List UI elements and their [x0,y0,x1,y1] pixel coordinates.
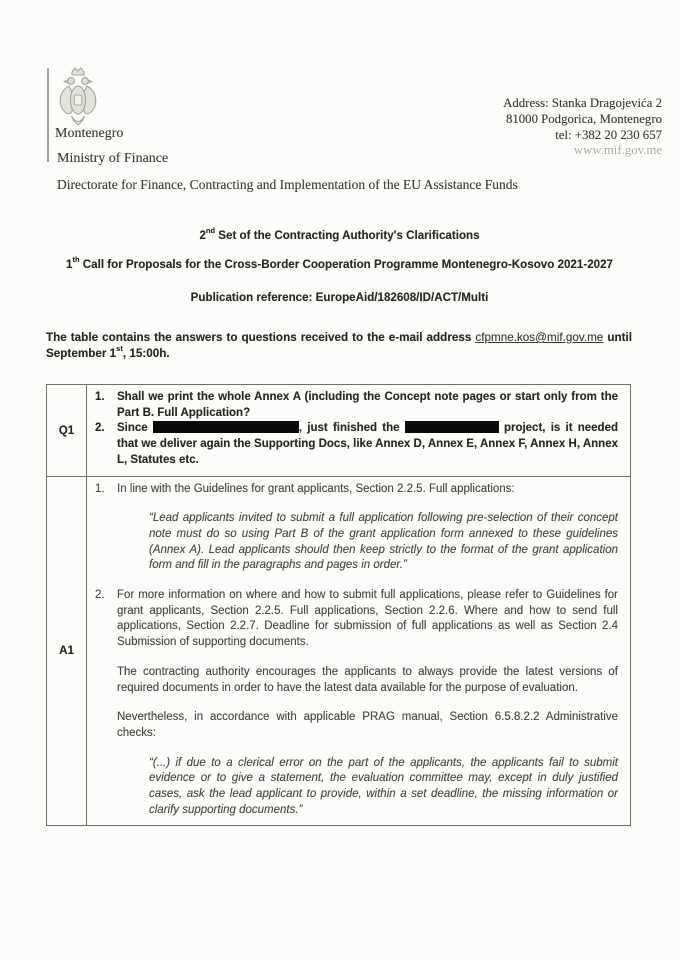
website-link[interactable]: www.mif.gov.me [573,143,662,158]
answer-label: A1 [47,477,87,826]
title-ordinal-suffix: th [72,255,80,265]
title-number: 1 [66,258,73,271]
quoted-guideline-text: “Lead applicants invited to submit a full application following pre-selection of their concept note must do so using Part B of the grant application form annexed to these guidelines (Annex A). Lead applicants should then keep strictly to the format of the grant application form and fill in the paragraphs and pages in order.” [149,512,618,572]
question-text-fragment: , just finished the [298,422,405,435]
ordinal-suffix: st [116,344,123,354]
answer-content [87,477,630,826]
question-label: Q1 [47,385,87,476]
call-for-proposals-title [0,255,679,271]
redaction-bar [405,421,499,433]
qa-table [46,384,631,826]
intro-text: The table contains the answers to questions received to the e-mail address [46,331,476,344]
title-text: Call for Proposals for the Cross-Border Cooperation Programme Montenegro-Kosovo 2021-2027 [79,258,613,271]
question-text-fragment: Since [117,422,153,435]
clarifications-set-title [0,226,679,242]
org-country: Montenegro [55,126,124,141]
intro-text: until September 1 [46,331,632,360]
address-block [503,96,662,159]
title-text: Set of the Contracting Authority's Clarifications [215,229,480,242]
address-line-street: Address: Stanka Dragojevića 2 [503,96,662,110]
list-number: 1. [95,391,105,403]
table-row-answer [47,476,630,826]
table-row-question [47,385,630,476]
answer-item [95,482,618,498]
list-number: 1. [95,482,105,495]
org-directorate: Directorate for Finance, Contracting and Implementation of the EU Assistance Funds [57,177,518,192]
list-number: 2. [95,589,105,602]
answer-item [95,588,618,651]
question-item [95,390,618,421]
title-number: 2 [199,229,206,242]
question-item-text: Shall we print the whole Annex A (including the Concept note pages or start only from the Part B. Full Application? [117,391,618,419]
answer-paragraph: The contracting authority encourages the applicants to always provide the latest versions of required documents in order to have the latest data available for the purpose of evaluation. [117,665,618,694]
intro-paragraph [46,330,632,362]
org-ministry: Ministry of Finance [57,151,169,166]
question-content [87,385,630,476]
scan-margin-line [47,68,49,162]
answer-item-text: For more information on where and how to submit full applications, please refer to Guidelines for grant applicants, Section 2.2.5. Full applications, Section 2.2.6. Where and how to send full applications, Section 2.2.7. Deadline for submission of full applications as well as Section 2.4 Submission of supporting documents. [117,589,618,649]
montenegro-coat-of-arms-icon [55,64,101,128]
title-ordinal-suffix: nd [205,226,216,236]
address-line-phone: tel: +382 20 230 657 [555,127,662,142]
intro-text: , 15:00h. [122,347,170,360]
quoted-prag-text: “(...) if due to a clerical error on the part of the applicants, the applicants fail to submit evidence or to give a statement, the evaluation committee may, except in duly justified cases, ask the lead applicant to provide, within a set deadline, the missing information or clarify supporting documents.” [149,756,618,816]
question-text-fragment: project, is it needed that we deliver again the Supporting Docs, like Annex D, Annex E, Annex F, Annex H, Annex L, Statutes etc. [117,422,618,466]
address-line-city: 81000 Podgorica, Montenegro [505,111,662,126]
question-item [95,421,618,468]
answer-paragraph: Nevertheless, in accordance with applicable PRAG manual, Section 6.5.8.2.2 Administrative checks: [117,711,618,739]
question-item-text [117,421,618,468]
email-address-link[interactable]: cfpmne.kos@mif.gov.me [475,331,604,344]
list-number: 2. [95,422,105,435]
redaction-bar [153,421,299,433]
publication-reference-title: Publication reference: EuropeAid/182608/ID/ACT/Multi [190,291,489,304]
answer-item-text: In line with the Guidelines for grant applicants, Section 2.2.5. Full applications: [117,482,515,495]
